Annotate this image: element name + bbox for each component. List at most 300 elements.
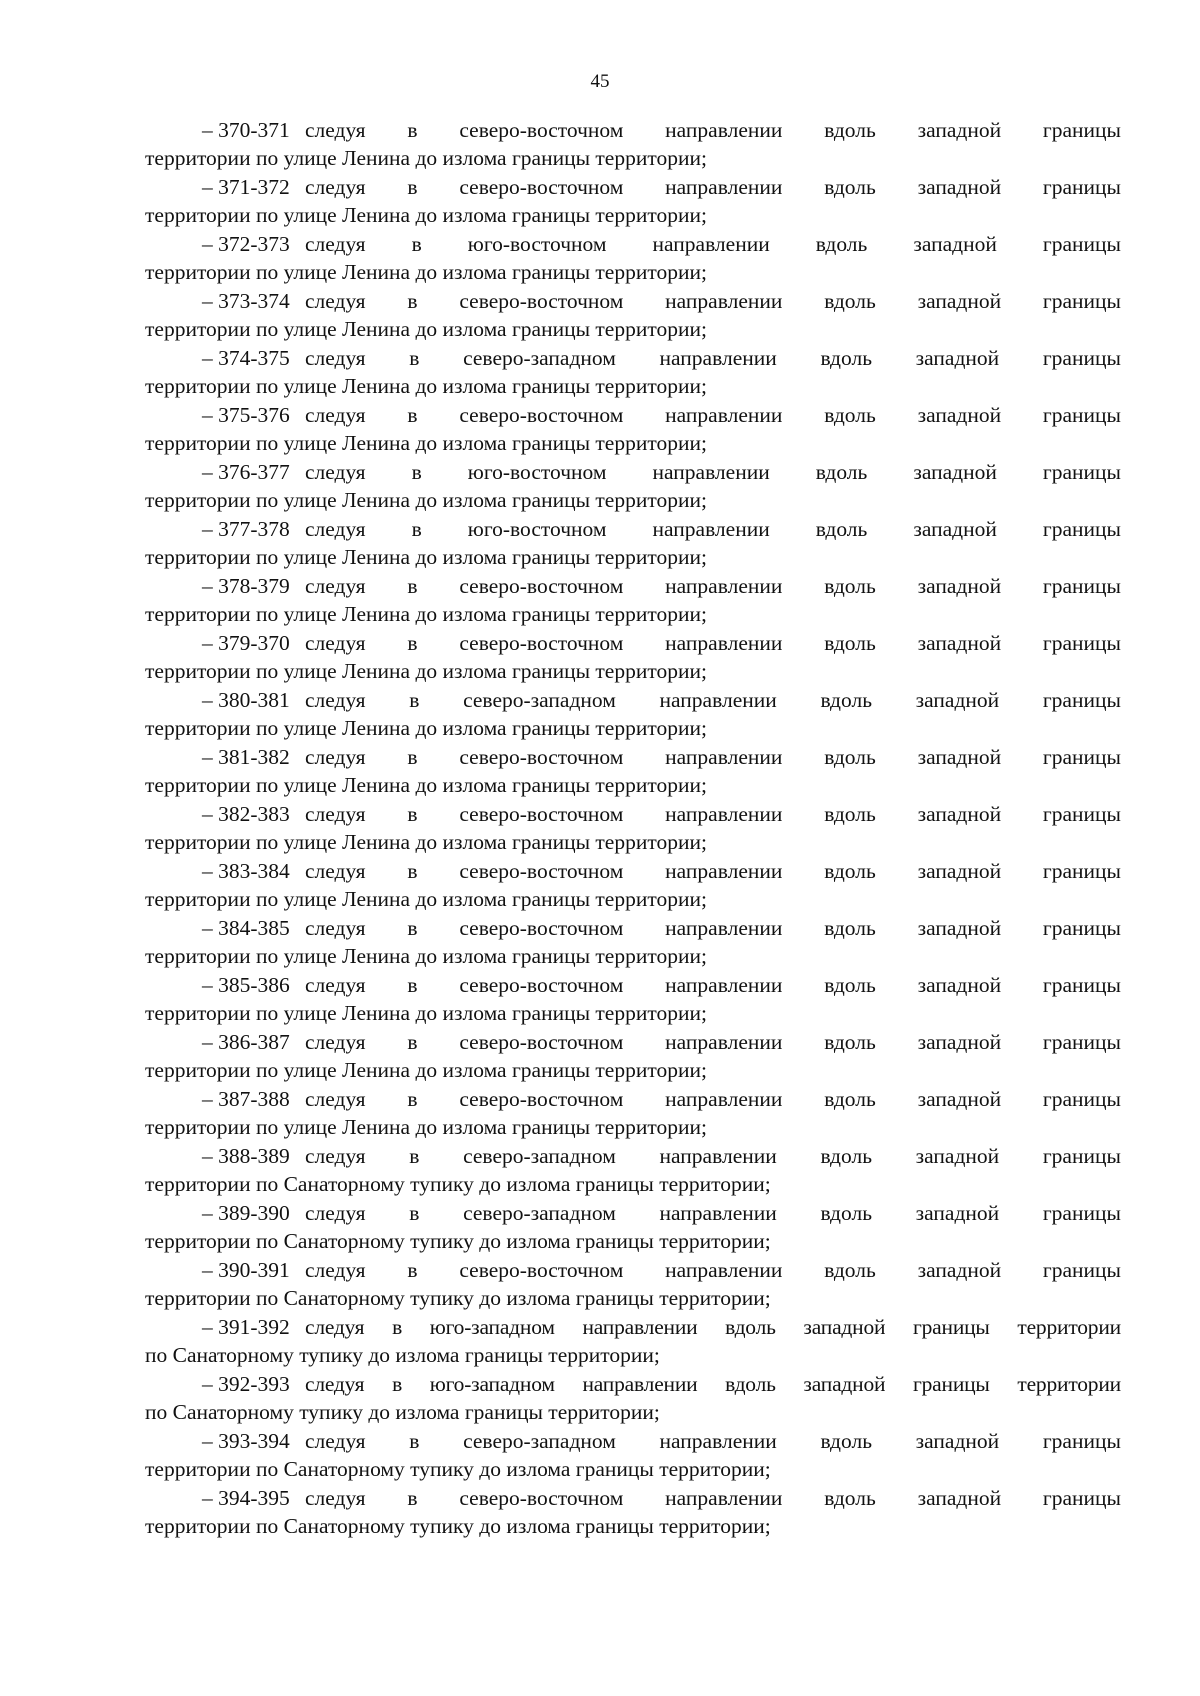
entry-continuation-line: территории по улице Ленина до излома границы территории; xyxy=(145,146,707,170)
segment-description xyxy=(305,1199,1121,1227)
entry-continuation-line: территории по улице Ленина до излома границы территории; xyxy=(145,887,707,911)
description-word: границы xyxy=(1042,1258,1121,1282)
description-word: направлении xyxy=(665,289,783,313)
boundary-segment-entry xyxy=(145,686,1121,743)
entry-first-line xyxy=(145,1484,1121,1512)
segment-description xyxy=(305,116,1121,144)
description-word: юго-восточном xyxy=(467,517,607,541)
entry-first-line xyxy=(145,1313,1121,1341)
segment-number: – 386-387 xyxy=(202,1030,290,1054)
description-word: следуя xyxy=(305,289,366,313)
description-word: следуя xyxy=(305,574,366,598)
description-word: вдоль xyxy=(824,403,876,427)
description-word: в xyxy=(407,631,418,655)
description-word: направлении xyxy=(665,745,783,769)
entry-first-line xyxy=(145,173,1121,201)
description-word: следуя xyxy=(305,118,366,142)
entry-continuation-line: территории по улице Ленина до излома границы территории; xyxy=(145,317,707,341)
entry-first-line xyxy=(145,914,1121,942)
description-word: западной xyxy=(917,1087,1002,1111)
description-word: территории xyxy=(1017,1372,1121,1396)
segment-number: – 385-386 xyxy=(202,973,290,997)
entry-first-line xyxy=(145,572,1121,600)
boundary-segment-entry xyxy=(145,1256,1121,1313)
segment-description xyxy=(305,1085,1121,1113)
segment-description xyxy=(305,173,1121,201)
boundary-segment-entry xyxy=(145,971,1121,1028)
description-word: направлении xyxy=(665,631,783,655)
description-word: границы xyxy=(1042,1087,1121,1111)
description-word: в xyxy=(409,1429,420,1453)
boundary-segment-entry xyxy=(145,287,1121,344)
description-word: в xyxy=(392,1372,403,1396)
boundary-segment-entry xyxy=(145,914,1121,971)
entry-continuation-line: территории по улице Ленина до излома границы территории; xyxy=(145,716,707,740)
description-word: направлении xyxy=(659,1201,777,1225)
description-word: западной xyxy=(917,916,1002,940)
segment-number: – 382-383 xyxy=(202,802,290,826)
boundary-segment-entry xyxy=(145,116,1121,173)
description-word: северо-восточном xyxy=(459,916,624,940)
boundary-segment-entry xyxy=(145,1199,1121,1256)
boundary-segment-entry xyxy=(145,1370,1121,1427)
entry-continuation-line: территории по Санаторному тупику до излома границы территории; xyxy=(145,1229,771,1253)
description-word: границы xyxy=(1042,517,1121,541)
entry-first-line xyxy=(145,1199,1121,1227)
entry-first-line xyxy=(145,116,1121,144)
description-word: направлении xyxy=(652,517,770,541)
description-word: западной xyxy=(917,289,1002,313)
page-number: 45 xyxy=(590,71,610,92)
boundary-segment-entry xyxy=(145,1028,1121,1085)
description-word: границы xyxy=(1042,916,1121,940)
entry-first-line xyxy=(145,800,1121,828)
description-word: направлении xyxy=(652,460,770,484)
description-word: направлении xyxy=(652,232,770,256)
description-word: направлении xyxy=(665,175,783,199)
description-word: вдоль xyxy=(824,574,876,598)
description-word: следуя xyxy=(305,1201,366,1225)
boundary-segment-entry xyxy=(145,1484,1121,1541)
description-word: следуя xyxy=(305,631,366,655)
entry-continuation-line: территории по улице Ленина до излома границы территории; xyxy=(145,830,707,854)
description-word: северо-восточном xyxy=(459,289,624,313)
segment-description xyxy=(305,686,1121,714)
segment-description xyxy=(305,1484,1121,1512)
description-word: северо-восточном xyxy=(459,118,624,142)
description-word: в xyxy=(407,916,418,940)
description-word: направлении xyxy=(665,916,783,940)
description-word: западной xyxy=(917,859,1002,883)
entry-continuation-line: территории по улице Ленина до излома границы территории; xyxy=(145,260,707,284)
segment-description xyxy=(305,572,1121,600)
description-word: западной xyxy=(917,973,1002,997)
boundary-segment-entry xyxy=(145,800,1121,857)
description-word: в xyxy=(407,802,418,826)
description-word: границы xyxy=(1042,631,1121,655)
description-word: границы xyxy=(1042,1144,1121,1168)
description-word: вдоль xyxy=(815,460,868,484)
entry-first-line xyxy=(145,458,1121,486)
entry-first-line xyxy=(145,230,1121,258)
description-word: следуя xyxy=(305,1258,366,1282)
description-word: направлении xyxy=(659,1144,777,1168)
description-word: вдоль xyxy=(824,631,876,655)
description-word: вдоль xyxy=(820,688,872,712)
description-word: северо-восточном xyxy=(459,802,624,826)
entry-first-line xyxy=(145,1427,1121,1455)
description-word: северо-восточном xyxy=(459,403,624,427)
description-word: территории xyxy=(1017,1315,1121,1339)
description-word: в xyxy=(411,460,422,484)
description-word: следуя xyxy=(305,1087,366,1111)
entry-first-line xyxy=(145,287,1121,315)
entry-continuation-line: территории по улице Ленина до излома границы территории; xyxy=(145,773,707,797)
description-word: северо-восточном xyxy=(459,175,624,199)
description-word: в xyxy=(407,175,418,199)
description-word: северо-восточном xyxy=(459,1087,624,1111)
description-word: в xyxy=(409,688,420,712)
description-word: следуя xyxy=(305,232,366,256)
description-word: северо-западном xyxy=(463,1429,616,1453)
entry-first-line xyxy=(145,743,1121,771)
boundary-segment-entry xyxy=(145,230,1121,287)
segment-number: – 380-381 xyxy=(202,688,290,712)
description-word: в xyxy=(392,1315,403,1339)
description-word: границы xyxy=(1042,688,1121,712)
entry-first-line xyxy=(145,1028,1121,1056)
entry-continuation-line: по Санаторному тупику до излома границы территории; xyxy=(145,1343,660,1367)
description-word: направлении xyxy=(665,403,783,427)
description-word: следуя xyxy=(305,175,366,199)
entry-continuation-line: территории по улице Ленина до излома границы территории; xyxy=(145,659,707,683)
entry-continuation-line: территории по улице Ленина до излома границы территории; xyxy=(145,602,707,626)
segment-description xyxy=(305,230,1121,258)
description-word: западной xyxy=(915,688,1000,712)
boundary-segment-entry xyxy=(145,572,1121,629)
segment-number: – 378-379 xyxy=(202,574,290,598)
description-word: вдоль xyxy=(824,118,876,142)
entry-continuation-line: территории по улице Ленина до излома границы территории; xyxy=(145,1058,707,1082)
segment-number: – 384-385 xyxy=(202,916,290,940)
entry-first-line xyxy=(145,344,1121,372)
entry-continuation-line: территории по улице Ленина до излома границы территории; xyxy=(145,431,707,455)
description-word: направлении xyxy=(659,688,777,712)
description-word: направлении xyxy=(659,1429,777,1453)
entry-continuation-line: территории по улице Ленина до излома границы территории; xyxy=(145,944,707,968)
description-word: направлении xyxy=(659,346,777,370)
description-word: вдоль xyxy=(824,1258,876,1282)
description-word: западной xyxy=(917,118,1002,142)
segment-number: – 392-393 xyxy=(202,1372,290,1396)
entry-continuation-line: территории по Санаторному тупику до излома границы территории; xyxy=(145,1286,771,1310)
description-word: северо-восточном xyxy=(459,1258,624,1282)
description-word: направлении xyxy=(665,1258,783,1282)
description-word: западной xyxy=(917,1258,1002,1282)
entry-first-line xyxy=(145,1085,1121,1113)
description-word: в xyxy=(407,973,418,997)
segment-number: – 383-384 xyxy=(202,859,290,883)
description-word: направлении xyxy=(582,1372,698,1396)
description-word: северо-западном xyxy=(463,1201,616,1225)
description-word: в xyxy=(407,118,418,142)
segment-description xyxy=(305,1256,1121,1284)
description-word: западной xyxy=(803,1372,886,1396)
description-word: в xyxy=(407,1258,418,1282)
description-word: северо-западном xyxy=(463,688,616,712)
description-word: границы xyxy=(1042,1486,1121,1510)
description-word: границы xyxy=(1042,403,1121,427)
description-word: вдоль xyxy=(824,175,876,199)
segment-number: – 381-382 xyxy=(202,745,290,769)
description-word: вдоль xyxy=(820,1429,872,1453)
description-word: юго-западном xyxy=(429,1315,555,1339)
description-word: северо-восточном xyxy=(459,1486,624,1510)
description-word: направлении xyxy=(665,973,783,997)
boundary-segment-entry xyxy=(145,515,1121,572)
description-word: в xyxy=(407,1030,418,1054)
description-word: направлении xyxy=(665,802,783,826)
segment-description xyxy=(305,401,1121,429)
segment-description xyxy=(305,458,1121,486)
boundary-segment-entry xyxy=(145,401,1121,458)
description-word: следуя xyxy=(305,346,366,370)
description-word: следуя xyxy=(305,1429,366,1453)
description-word: границы xyxy=(913,1372,990,1396)
entry-continuation-line: территории по Санаторному тупику до излома границы территории; xyxy=(145,1457,771,1481)
segment-description xyxy=(305,1313,1121,1341)
description-word: границы xyxy=(1042,1030,1121,1054)
description-word: направлении xyxy=(665,1087,783,1111)
description-word: северо-западном xyxy=(463,1144,616,1168)
segment-description xyxy=(305,515,1121,543)
entry-continuation-line: территории по улице Ленина до излома границы территории; xyxy=(145,1001,707,1025)
segment-description xyxy=(305,971,1121,999)
segment-number: – 372-373 xyxy=(202,232,290,256)
description-word: следуя xyxy=(305,1030,366,1054)
description-word: вдоль xyxy=(824,745,876,769)
description-word: направлении xyxy=(582,1315,698,1339)
entry-first-line xyxy=(145,1370,1121,1398)
boundary-segment-entry xyxy=(145,857,1121,914)
description-word: вдоль xyxy=(824,973,876,997)
segment-number: – 391-392 xyxy=(202,1315,290,1339)
segment-number: – 371-372 xyxy=(202,175,290,199)
segment-description xyxy=(305,344,1121,372)
entry-first-line xyxy=(145,686,1121,714)
description-word: следуя xyxy=(305,973,366,997)
description-word: юго-восточном xyxy=(467,460,607,484)
description-word: вдоль xyxy=(824,1486,876,1510)
description-word: западной xyxy=(917,1486,1002,1510)
description-word: границы xyxy=(1042,289,1121,313)
description-word: следуя xyxy=(305,1372,365,1396)
description-word: вдоль xyxy=(820,1144,872,1168)
description-word: северо-восточном xyxy=(459,631,624,655)
segment-number: – 393-394 xyxy=(202,1429,290,1453)
description-word: западной xyxy=(803,1315,886,1339)
entry-continuation-line: территории по улице Ленина до излома границы территории; xyxy=(145,1115,707,1139)
description-word: направлении xyxy=(665,574,783,598)
description-word: следуя xyxy=(305,745,366,769)
boundary-segment-entry xyxy=(145,173,1121,230)
entry-first-line xyxy=(145,857,1121,885)
description-word: границы xyxy=(1042,745,1121,769)
description-word: границы xyxy=(1042,1429,1121,1453)
description-word: вдоль xyxy=(824,859,876,883)
description-word: западной xyxy=(917,802,1002,826)
segment-description xyxy=(305,1370,1121,1398)
description-word: следуя xyxy=(305,802,366,826)
segment-number: – 379-370 xyxy=(202,631,290,655)
description-word: направлении xyxy=(665,1486,783,1510)
segment-number: – 374-375 xyxy=(202,346,290,370)
description-word: в xyxy=(411,232,422,256)
segment-description xyxy=(305,800,1121,828)
description-word: северо-западном xyxy=(463,346,616,370)
description-word: северо-восточном xyxy=(459,1030,624,1054)
description-word: вдоль xyxy=(824,1030,876,1054)
description-word: вдоль xyxy=(820,346,872,370)
boundary-segment-entry xyxy=(145,1313,1121,1370)
description-word: в xyxy=(409,1144,420,1168)
description-word: следуя xyxy=(305,859,366,883)
description-word: западной xyxy=(917,574,1002,598)
description-word: границы xyxy=(1042,574,1121,598)
description-word: направлении xyxy=(665,1030,783,1054)
description-word: следуя xyxy=(305,460,366,484)
description-word: вдоль xyxy=(725,1315,776,1339)
description-word: вдоль xyxy=(824,1087,876,1111)
description-word: юго-западном xyxy=(429,1372,555,1396)
entry-first-line xyxy=(145,629,1121,657)
description-word: границы xyxy=(1042,859,1121,883)
boundary-segment-entry xyxy=(145,344,1121,401)
description-word: западной xyxy=(917,631,1002,655)
entry-continuation-line: территории по улице Ленина до излома границы территории; xyxy=(145,545,707,569)
description-word: следуя xyxy=(305,688,366,712)
entry-continuation-line: территории по улице Ленина до излома границы территории; xyxy=(145,488,707,512)
description-word: следуя xyxy=(305,517,366,541)
description-word: в xyxy=(409,346,420,370)
description-word: в xyxy=(407,574,418,598)
boundary-segment-entry xyxy=(145,458,1121,515)
description-word: вдоль xyxy=(820,1201,872,1225)
segment-number: – 375-376 xyxy=(202,403,290,427)
description-word: западной xyxy=(915,1429,1000,1453)
description-word: границы xyxy=(1042,232,1121,256)
entry-continuation-line: территории по улице Ленина до излома границы территории; xyxy=(145,374,707,398)
description-word: направлении xyxy=(665,118,783,142)
segment-description xyxy=(305,914,1121,942)
description-word: юго-восточном xyxy=(467,232,607,256)
description-word: следуя xyxy=(305,403,366,427)
entry-first-line xyxy=(145,515,1121,543)
description-word: вдоль xyxy=(815,232,868,256)
description-word: в xyxy=(411,517,422,541)
boundary-segment-entry xyxy=(145,1085,1121,1142)
description-word: в xyxy=(407,403,418,427)
entry-continuation-line: территории по Санаторному тупику до излома границы территории; xyxy=(145,1514,771,1538)
description-word: западной xyxy=(913,517,997,541)
description-word: вдоль xyxy=(725,1372,776,1396)
description-word: западной xyxy=(917,175,1002,199)
segment-number: – 377-378 xyxy=(202,517,290,541)
segment-description xyxy=(305,1427,1121,1455)
segment-description xyxy=(305,287,1121,315)
description-word: в xyxy=(407,745,418,769)
description-word: в xyxy=(407,289,418,313)
description-word: границы xyxy=(1042,118,1121,142)
description-word: границы xyxy=(913,1315,990,1339)
description-word: границы xyxy=(1042,973,1121,997)
entry-continuation-line: территории по Санаторному тупику до излома границы территории; xyxy=(145,1172,771,1196)
description-word: границы xyxy=(1042,802,1121,826)
segment-number: – 390-391 xyxy=(202,1258,290,1282)
description-word: вдоль xyxy=(824,289,876,313)
segment-description xyxy=(305,743,1121,771)
segment-number: – 389-390 xyxy=(202,1201,290,1225)
entry-continuation-line: по Санаторному тупику до излома границы территории; xyxy=(145,1400,660,1424)
description-word: границы xyxy=(1042,346,1121,370)
description-word: северо-восточном xyxy=(459,574,624,598)
segment-description xyxy=(305,1028,1121,1056)
description-word: в xyxy=(409,1201,420,1225)
boundary-segment-entry xyxy=(145,629,1121,686)
description-word: западной xyxy=(915,346,1000,370)
description-word: границы xyxy=(1042,175,1121,199)
segment-number: – 376-377 xyxy=(202,460,290,484)
document-body xyxy=(145,116,1121,1541)
entry-first-line xyxy=(145,971,1121,999)
segment-description xyxy=(305,629,1121,657)
description-word: западной xyxy=(917,745,1002,769)
segment-number: – 394-395 xyxy=(202,1486,290,1510)
description-word: следуя xyxy=(305,1315,365,1339)
description-word: северо-восточном xyxy=(459,859,624,883)
segment-number: – 373-374 xyxy=(202,289,290,313)
description-word: вдоль xyxy=(824,802,876,826)
boundary-segment-entry xyxy=(145,1142,1121,1199)
description-word: северо-восточном xyxy=(459,745,624,769)
description-word: в xyxy=(407,1087,418,1111)
description-word: следуя xyxy=(305,1486,366,1510)
description-word: вдоль xyxy=(824,916,876,940)
description-word: границы xyxy=(1042,1201,1121,1225)
description-word: в xyxy=(407,1486,418,1510)
description-word: направлении xyxy=(665,859,783,883)
entry-first-line xyxy=(145,1142,1121,1170)
segment-number: – 370-371 xyxy=(202,118,290,142)
segment-description xyxy=(305,857,1121,885)
entry-first-line xyxy=(145,1256,1121,1284)
boundary-segment-entry xyxy=(145,743,1121,800)
description-word: западной xyxy=(917,1030,1002,1054)
description-word: следуя xyxy=(305,1144,366,1168)
description-word: северо-восточном xyxy=(459,973,624,997)
description-word: границы xyxy=(1042,460,1121,484)
description-word: западной xyxy=(913,232,997,256)
description-word: западной xyxy=(915,1144,1000,1168)
description-word: западной xyxy=(915,1201,1000,1225)
segment-number: – 388-389 xyxy=(202,1144,290,1168)
entry-first-line xyxy=(145,401,1121,429)
description-word: следуя xyxy=(305,916,366,940)
description-word: западной xyxy=(917,403,1002,427)
description-word: вдоль xyxy=(815,517,868,541)
description-word: в xyxy=(407,859,418,883)
segment-number: – 387-388 xyxy=(202,1087,290,1111)
